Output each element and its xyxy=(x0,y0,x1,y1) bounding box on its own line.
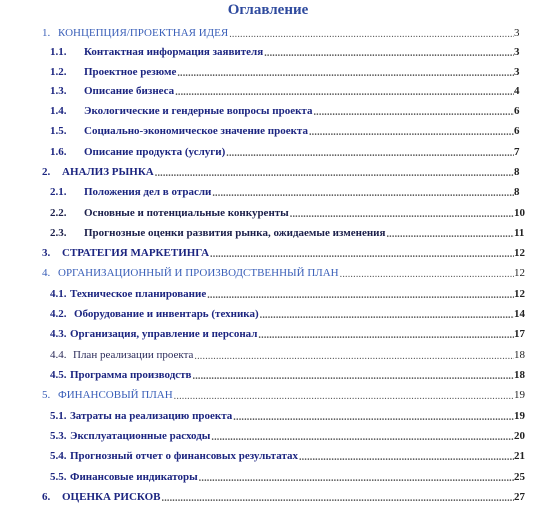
dot-leader xyxy=(299,453,514,463)
toc-entry[interactable] xyxy=(0,327,536,341)
toc-entry-page-number: 18 xyxy=(514,349,525,361)
dot-leader xyxy=(226,149,514,159)
toc-entry-label: Техническое планирование xyxy=(70,288,207,300)
toc-entry-page-number: 12 xyxy=(514,288,525,300)
toc-entry-number: 1.1. xyxy=(50,46,67,58)
dot-leader xyxy=(264,49,514,59)
toc-entry-number: 4.1. xyxy=(50,288,67,300)
toc-entry-page-number: 12 xyxy=(514,267,525,279)
toc-entry-number: 5.5. xyxy=(50,471,67,483)
toc-entry-label: Описание бизнеса xyxy=(84,85,175,97)
toc-entry[interactable] xyxy=(0,104,536,118)
toc-entry[interactable] xyxy=(0,26,536,40)
toc-entry-label: ОРГАНИЗАЦИОННЫЙ И ПРОИЗВОДСТВЕННЫЙ ПЛАН xyxy=(58,267,339,279)
toc-entry[interactable] xyxy=(0,307,536,321)
toc-entry-label: Положения дел в отрасли xyxy=(84,186,212,198)
toc-entry[interactable] xyxy=(0,65,536,79)
dot-leader xyxy=(229,30,514,40)
toc-entry-page-number: 17 xyxy=(514,328,525,340)
dot-leader xyxy=(258,331,514,341)
dot-leader xyxy=(174,392,514,402)
dot-leader xyxy=(207,291,514,301)
toc-entry-page-number: 12 xyxy=(514,247,525,259)
toc-entry-number: 2. xyxy=(42,166,51,178)
toc-entry-label: Эксплуатационные расходы xyxy=(70,430,211,442)
toc-entry[interactable] xyxy=(0,145,536,159)
toc-entry-label: СТРАТЕГИЯ МАРКЕТИНГА xyxy=(62,247,210,259)
toc-entry-page-number: 3 xyxy=(514,46,520,58)
dot-leader xyxy=(211,433,514,443)
toc-entry[interactable] xyxy=(0,490,536,504)
toc-entry-number: 1.6. xyxy=(50,146,67,158)
toc-entry-number: 5. xyxy=(42,389,51,401)
toc-entry-number: 1.3. xyxy=(50,85,67,97)
toc-entry-number: 4. xyxy=(42,267,51,279)
dot-leader xyxy=(340,270,514,280)
dot-leader xyxy=(233,413,514,423)
dot-leader xyxy=(210,250,514,260)
toc-entry-number: 5.4. xyxy=(50,450,67,462)
toc-entry-label: План реализации проекта xyxy=(73,349,194,361)
toc-entry-label: Программа производств xyxy=(70,369,192,381)
dot-leader xyxy=(175,88,514,98)
toc-entry-label: Прогнозный отчет о финансовых результатах xyxy=(70,450,298,462)
toc-entry-page-number: 8 xyxy=(514,166,520,178)
toc-entry-page-number: 14 xyxy=(514,308,525,320)
toc-entry-page-number: 8 xyxy=(514,186,520,198)
toc-entry-page-number: 20 xyxy=(514,430,525,442)
toc-entry[interactable] xyxy=(0,124,536,138)
dot-leader xyxy=(309,128,514,138)
toc-entry[interactable] xyxy=(0,429,536,443)
toc-entry-page-number: 6 xyxy=(514,105,520,117)
dot-leader xyxy=(212,189,514,199)
toc-entry-label: Оборудование и инвентарь (техника) xyxy=(74,308,259,320)
toc-entry[interactable] xyxy=(0,368,536,382)
toc-entry-label: Контактная информация заявителя xyxy=(84,46,264,58)
toc-entry-number: 1.2. xyxy=(50,66,67,78)
toc-entry-label: ФИНАНСОВЫЙ ПЛАН xyxy=(58,389,173,401)
toc-entry-page-number: 6 xyxy=(514,125,520,137)
toc-entry[interactable] xyxy=(0,470,536,484)
toc-entry-page-number: 3 xyxy=(514,27,520,39)
toc-entry[interactable] xyxy=(0,84,536,98)
dot-leader xyxy=(193,372,515,382)
dot-leader xyxy=(194,352,514,362)
toc-entry-label: Затраты на реализацию проекта xyxy=(70,410,233,422)
toc-entry[interactable] xyxy=(0,246,536,260)
toc-entry-page-number: 10 xyxy=(514,207,525,219)
toc-entry[interactable] xyxy=(0,266,536,280)
toc-entry-label: Финансовые индикаторы xyxy=(70,471,198,483)
toc-entry-page-number: 11 xyxy=(514,227,525,239)
toc-entry-number: 4.2. xyxy=(50,308,67,320)
toc-entry-page-number: 3 xyxy=(514,66,520,78)
toc-entry-number: 2.1. xyxy=(50,186,67,198)
dot-leader xyxy=(177,69,514,79)
dot-leader xyxy=(155,169,514,179)
toc-entry-number: 4.3. xyxy=(50,328,67,340)
toc-entry-page-number: 18 xyxy=(514,369,525,381)
dot-leader xyxy=(386,230,514,240)
toc-entry[interactable] xyxy=(0,449,536,463)
toc-entry[interactable] xyxy=(0,226,536,240)
toc-entry-number: 2.2. xyxy=(50,207,67,219)
toc-entry-label: Проектное резюме xyxy=(84,66,177,78)
toc-entry[interactable] xyxy=(0,206,536,220)
dot-leader xyxy=(313,108,514,118)
toc-entry-number: 1.4. xyxy=(50,105,67,117)
toc-entry-number: 5.1. xyxy=(50,410,67,422)
toc-entry-label: КОНЦЕПЦИЯ/ПРОЕКТНАЯ ИДЕЯ xyxy=(58,27,229,39)
toc-entry-page-number: 4 xyxy=(514,85,520,97)
toc-entry-number: 6. xyxy=(42,491,51,503)
toc-entry-label: Экологические и гендерные вопросы проекта xyxy=(84,105,313,117)
toc-entry-page-number: 27 xyxy=(514,491,525,503)
toc-entry-label: АНАЛИЗ РЫНКА xyxy=(62,166,154,178)
dot-leader xyxy=(290,210,514,220)
toc-entry[interactable] xyxy=(0,165,536,179)
dot-leader xyxy=(199,474,514,484)
toc-entry-page-number: 21 xyxy=(514,450,525,462)
dot-leader xyxy=(162,494,515,504)
toc-entry-number: 1. xyxy=(42,27,51,39)
dot-leader xyxy=(260,311,514,321)
toc-entry[interactable] xyxy=(0,409,536,423)
toc-entry-label: Основные и потенциальные конкуренты xyxy=(84,207,289,219)
toc-entry-number: 1.5. xyxy=(50,125,67,137)
toc-entry-number: 5.3. xyxy=(50,430,67,442)
toc-entry[interactable] xyxy=(0,348,536,362)
toc-entry-number: 4.5. xyxy=(50,369,67,381)
toc-entry-page-number: 19 xyxy=(514,410,525,422)
toc-entry-page-number: 19 xyxy=(514,389,525,401)
toc-entry-label: Прогнозные оценки развития рынка, ожидаемые изменения xyxy=(84,227,386,239)
toc-entry-page-number: 25 xyxy=(514,471,525,483)
toc-entry-page-number: 7 xyxy=(514,146,520,158)
toc-entry[interactable] xyxy=(0,287,536,301)
toc-entry[interactable] xyxy=(0,185,536,199)
toc-entry-label: Организация, управление и персонал xyxy=(70,328,258,340)
toc-entry[interactable] xyxy=(0,388,536,402)
toc-entry-number: 4.4. xyxy=(50,349,67,361)
toc-entry-label: ОЦЕНКА РИСКОВ xyxy=(62,491,161,503)
toc-title: Оглавление xyxy=(227,2,309,18)
toc-entry-label: Социально-экономическое значение проекта xyxy=(84,125,308,137)
toc-entry[interactable] xyxy=(0,45,536,59)
toc-entry-number: 2.3. xyxy=(50,227,67,239)
toc-entry-number: 3. xyxy=(42,247,51,259)
toc-entry-label: Описание продукта (услуги) xyxy=(84,146,226,158)
